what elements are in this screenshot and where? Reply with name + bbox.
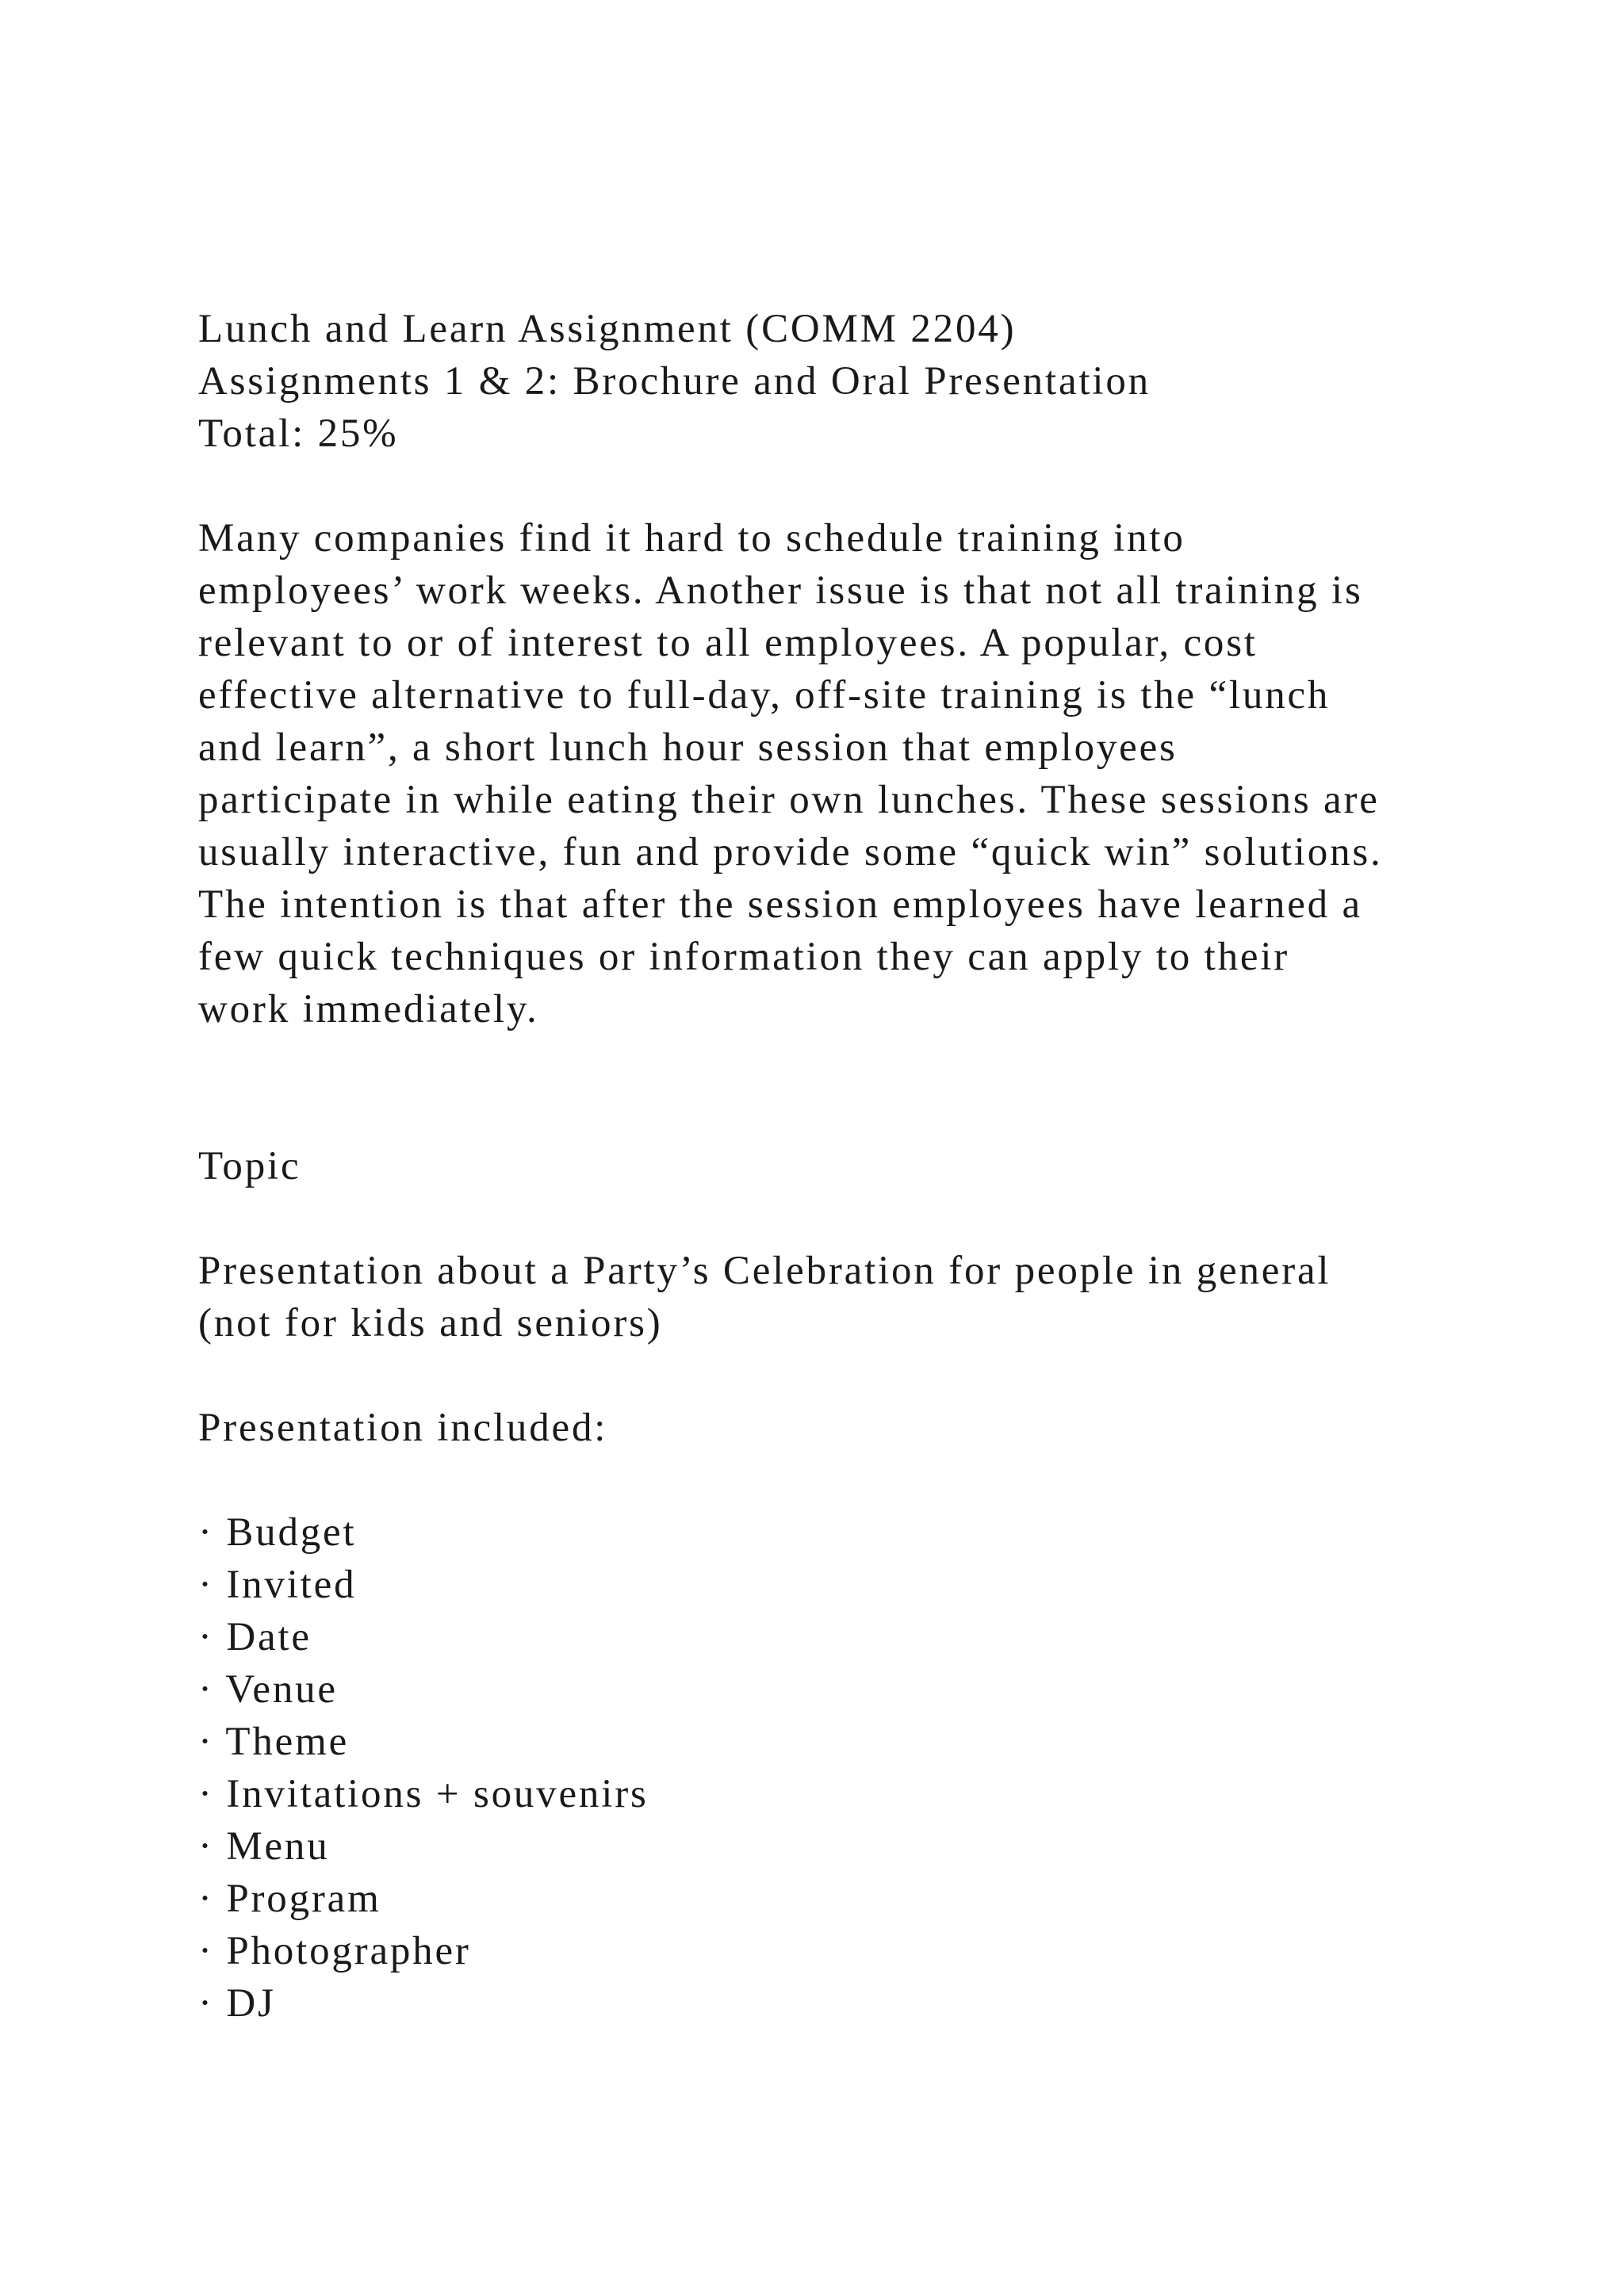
list-item: · Menu bbox=[198, 1824, 330, 1869]
list-item: · Budget bbox=[198, 1510, 357, 1555]
presentation-heading: Presentation included: bbox=[198, 1406, 608, 1450]
topic-line: (not for kids and seniors) bbox=[198, 1301, 663, 1345]
intro-line: effective alternative to full-day, off-site training is the “lunch bbox=[198, 673, 1331, 718]
topic-heading: Topic bbox=[198, 1144, 301, 1188]
list-item: · Date bbox=[198, 1615, 312, 1659]
intro-line: Many companies find it hard to schedule training into bbox=[198, 516, 1185, 561]
document-subtitle: Assignments 1 & 2: Brochure and Oral Presentation bbox=[198, 359, 1151, 404]
intro-line: relevant to or of interest to all employees. A popular, cost bbox=[198, 621, 1258, 665]
intro-line: participate in while eating their own lunches. These sessions are bbox=[198, 778, 1380, 822]
list-item: · Venue bbox=[198, 1667, 338, 1712]
intro-line: usually interactive, fun and provide some “quick win” solutions. bbox=[198, 830, 1383, 874]
document-title: Lunch and Learn Assignment (COMM 2204) bbox=[198, 307, 1017, 351]
list-item: · Invited bbox=[198, 1563, 357, 1607]
list-item: · Invitations + souvenirs bbox=[198, 1772, 649, 1816]
intro-line: and learn”, a short lunch hour session that employees bbox=[198, 725, 1178, 770]
intro-line: The intention is that after the session employees have learned a bbox=[198, 882, 1362, 927]
intro-line: few quick techniques or information they can apply to their bbox=[198, 935, 1290, 979]
list-item: · DJ bbox=[198, 1981, 276, 2026]
list-item: · Photographer bbox=[198, 1929, 471, 1973]
grade-total: Total: 25% bbox=[198, 411, 399, 456]
intro-line: work immediately. bbox=[198, 987, 539, 1031]
topic-line: Presentation about a Party’s Celebration for people in general bbox=[198, 1249, 1331, 1293]
list-item: · Program bbox=[198, 1877, 381, 1921]
list-item: · Theme bbox=[198, 1720, 350, 1764]
intro-line: employees’ work weeks. Another issue is that not all training is bbox=[198, 568, 1363, 613]
